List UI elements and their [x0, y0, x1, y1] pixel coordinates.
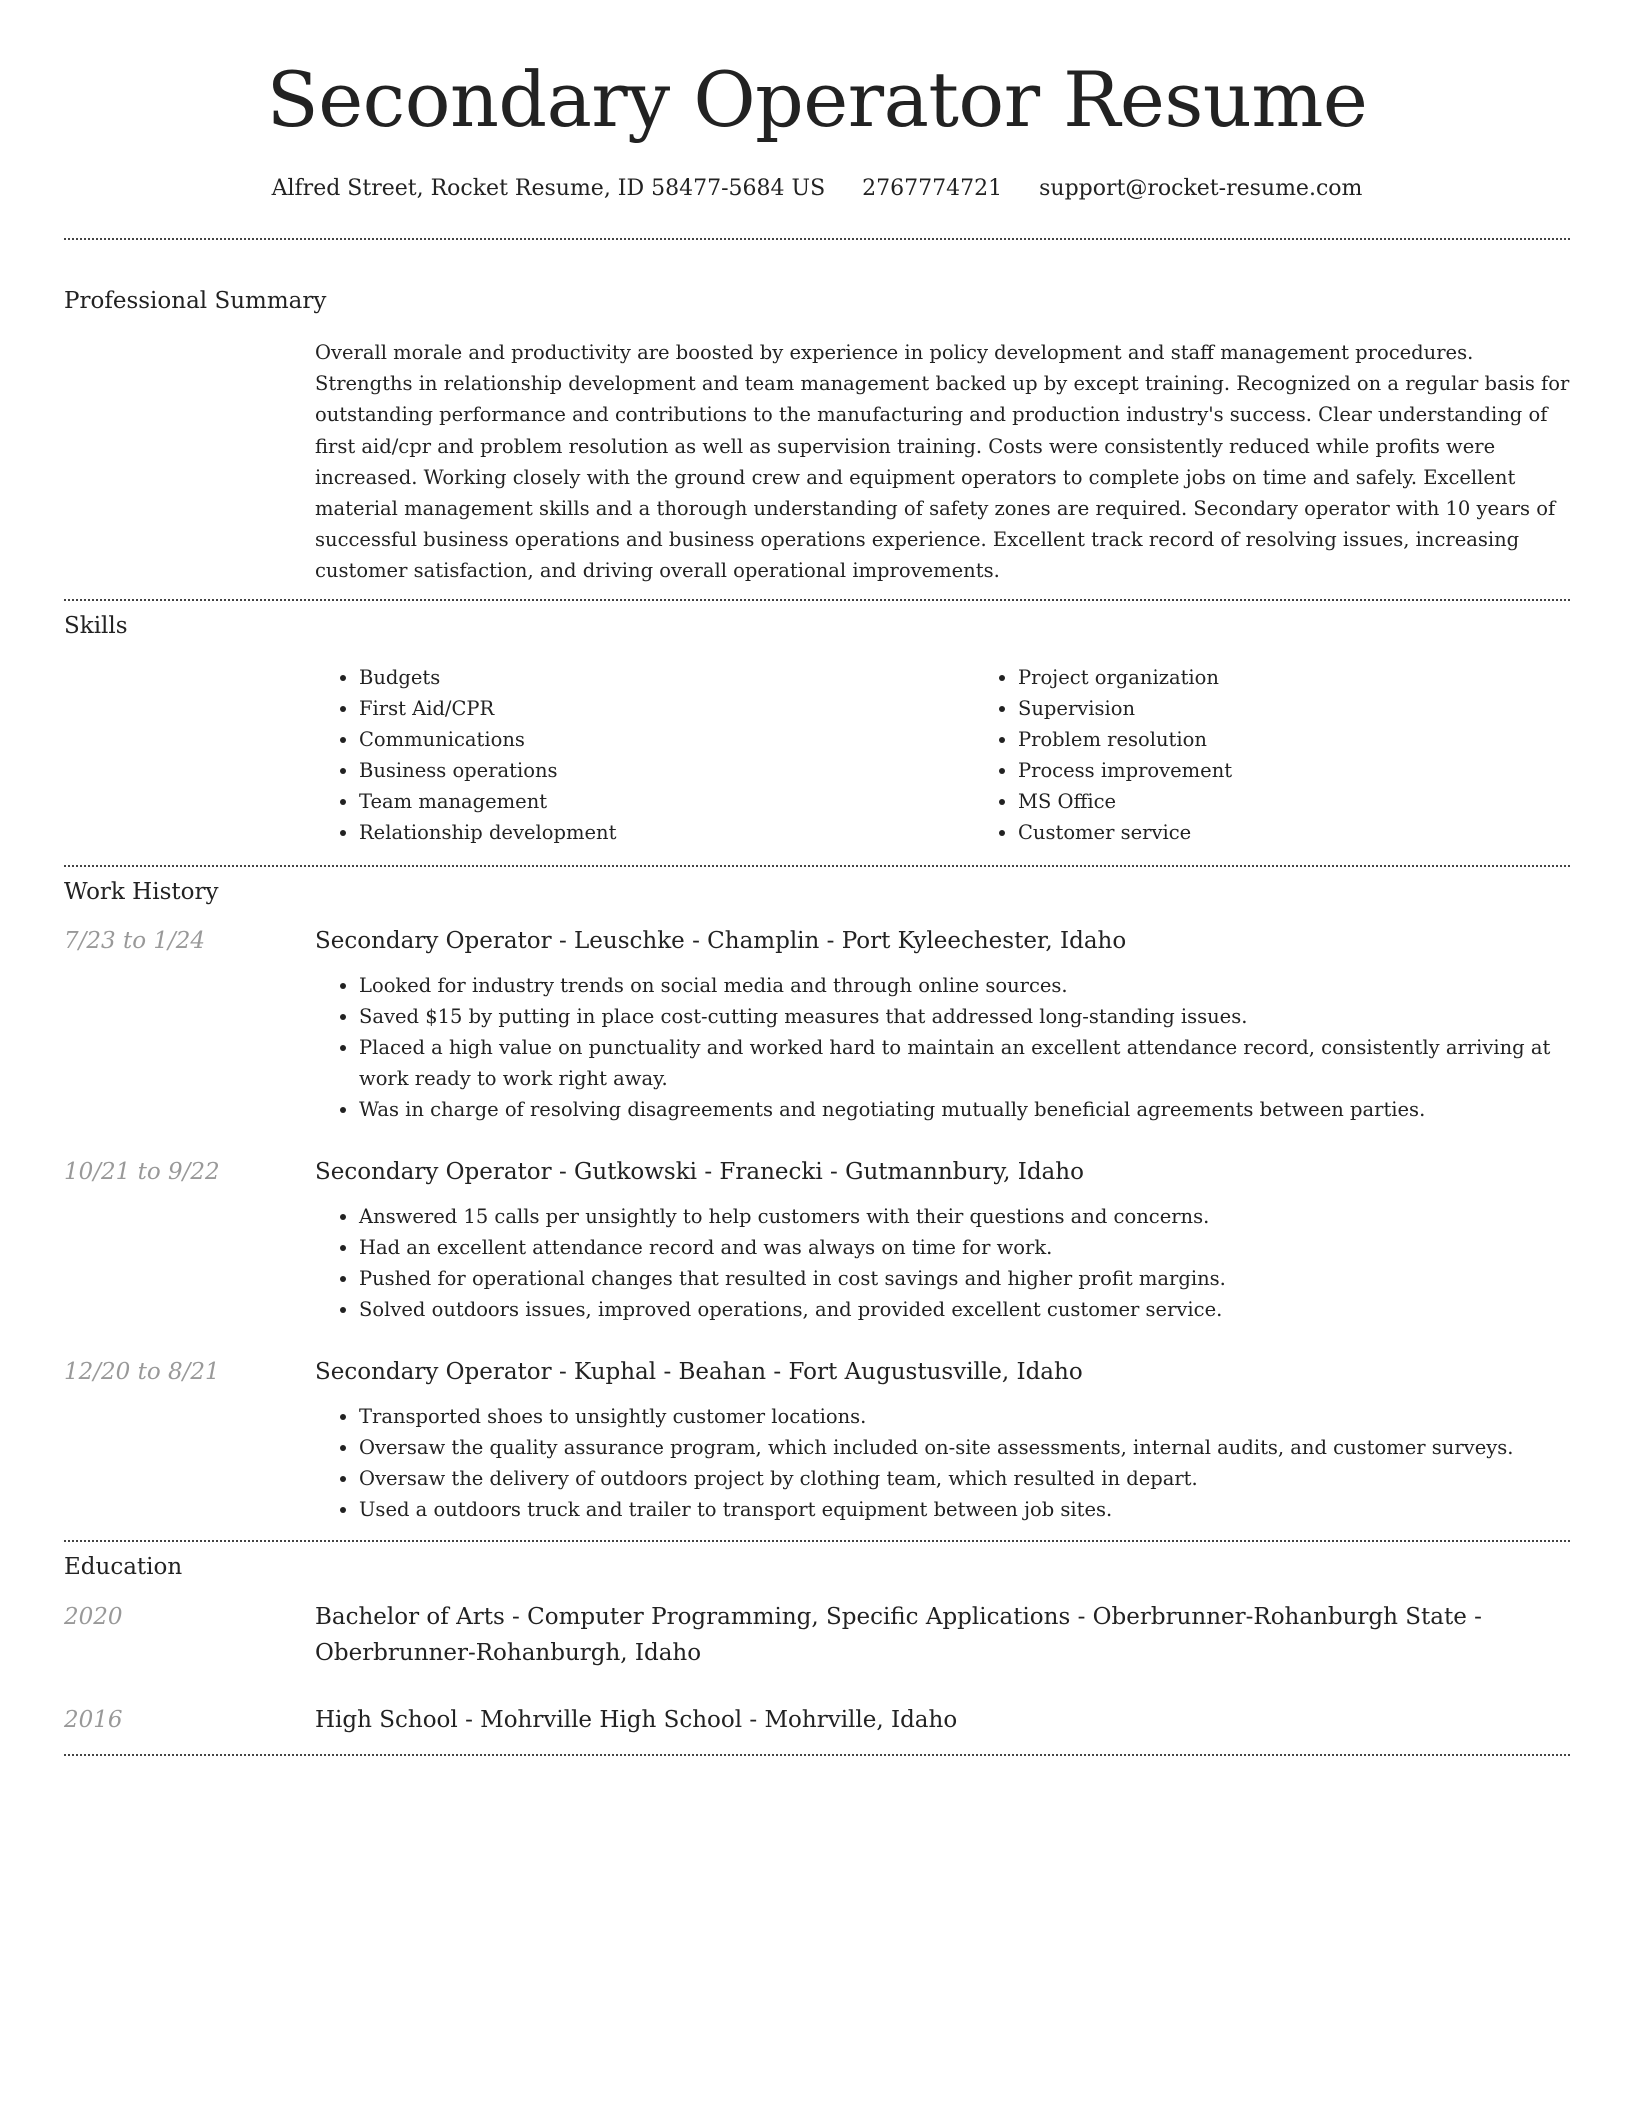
job-bullet: • Answered 15 calls per unsightly to help customers with their questions and concerns.: [359, 1201, 1570, 1232]
job-title: [315, 1154, 1570, 1190]
education-degree: Bachelor of Arts - Computer Programming, Specific Applications: [315, 1603, 1071, 1630]
job-bullet: • Oversaw the quality assurance program, which included on-site assessments, internal audits, and customer surveys.: [359, 1432, 1570, 1463]
job-details: - Leuschke - Champlin - Port Kyleechester, Idaho: [551, 927, 1127, 954]
job-bullet: • Had an excellent attendance record and was always on time for work.: [359, 1232, 1570, 1263]
job-bullet: • Solved outdoors issues, improved operations, and provided excellent customer service.: [359, 1294, 1570, 1325]
job-entry: [64, 1154, 1570, 1325]
skill-item: • Relationship development: [359, 817, 974, 848]
skill-item: • Problem resolution: [1018, 724, 1570, 755]
skill-item: • Team management: [359, 786, 974, 817]
job-bullets: [315, 970, 1570, 1125]
job-role: Secondary Operator: [315, 1158, 552, 1185]
job-role: Secondary Operator: [315, 1358, 552, 1385]
job-dates: 7/23 to 1/24: [64, 927, 206, 954]
work-section: [64, 877, 1570, 1525]
resume-page: [64, 0, 1570, 1756]
skills-section: [64, 611, 1570, 848]
education-heading: Education: [64, 1553, 183, 1580]
section-divider: [64, 599, 1570, 601]
skill-item: • MS Office: [1018, 786, 1570, 817]
work-heading: Work History: [64, 878, 219, 905]
section-divider: [64, 1540, 1570, 1542]
section-divider: [64, 238, 1570, 240]
job-bullet: • Pushed for operational changes that resulted in cost savings and higher profit margins.: [359, 1263, 1570, 1294]
skill-item: • Supervision: [1018, 693, 1570, 724]
skill-item: • First Aid/CPR: [359, 693, 974, 724]
contact-address: Alfred Street, Rocket Resume, ID 58477-5684 US: [271, 176, 826, 201]
job-details: - Kuphal - Beahan - Fort Augustusville, Idaho: [551, 1358, 1083, 1385]
summary-heading: Professional Summary: [64, 288, 327, 314]
job-bullet: • Oversaw the delivery of outdoors project by clothing team, which resulted in depart.: [359, 1463, 1570, 1494]
page-title: Secondary Operator Resume: [266, 55, 1368, 144]
education-degree: High School: [315, 1706, 458, 1733]
education-section: [64, 1552, 1570, 1738]
skill-item: • Business operations: [359, 755, 974, 786]
job-bullet: • Looked for industry trends on social media and through online sources.: [359, 970, 1570, 1001]
skill-item: • Process improvement: [1018, 755, 1570, 786]
skill-item: • Budgets: [359, 662, 974, 693]
job-title: [315, 923, 1570, 959]
education-details: - Oberbrunner-Rohanburgh State - Oberbrunner-Rohanburgh, Idaho: [315, 1603, 1482, 1666]
job-bullets: [315, 1401, 1570, 1525]
contact-email: support@rocket-resume.com: [1039, 176, 1363, 201]
job-bullet: • Was in charge of resolving disagreements and negotiating mutually beneficial agreements between parties.: [359, 1094, 1570, 1125]
job-bullet: • Saved $15 by putting in place cost-cutting measures that addressed long-standing issues.: [359, 1001, 1570, 1032]
section-divider: [64, 865, 1570, 867]
job-dates: 12/20 to 8/21: [64, 1358, 220, 1385]
skill-item: • Customer service: [1018, 817, 1570, 848]
job-bullets: [315, 1201, 1570, 1325]
education-title: [315, 1599, 1570, 1671]
skills-heading: Skills: [64, 612, 128, 639]
job-bullet: • Transported shoes to unsightly customer locations.: [359, 1401, 1570, 1432]
contact-line: [64, 174, 1570, 204]
education-year: 2016: [64, 1706, 123, 1733]
education-entry: [64, 1702, 1570, 1738]
job-role: Secondary Operator: [315, 927, 552, 954]
job-title: [315, 1354, 1570, 1390]
skills-list-left: [315, 662, 974, 848]
contact-phone: 2767774721: [862, 176, 1003, 201]
section-divider: [64, 1754, 1570, 1756]
job-entry: [64, 1354, 1570, 1525]
education-year: 2020: [64, 1603, 123, 1630]
skill-item: • Communications: [359, 724, 974, 755]
education-details: - Mohrville High School - Mohrville, Idaho: [457, 1706, 958, 1733]
job-bullet: • Placed a high value on punctuality and worked hard to maintain an excellent attendance record, consistently arriving at work ready to work right away.: [359, 1032, 1570, 1094]
skills-list-right: [974, 662, 1570, 848]
job-bullet: • Used a outdoors truck and trailer to transport equipment between job sites.: [359, 1494, 1570, 1525]
education-title: [315, 1702, 1570, 1738]
skills-grid: [315, 662, 1570, 848]
job-entry: [64, 923, 1570, 1125]
summary-text: Overall morale and productivity are boosted by experience in policy development and staff management procedures. Strengths in relationship development and team management backed up by except training. Recognized on a regular basis for outstanding performance and contributions to the manufacturing and production industry's success. Clear understanding of first aid/cpr and problem resolution as well as supervision training. Costs were consistently reduced while profits were increased. Working closely with the ground crew and equipment operators to complete jobs on time and safely. Excellent material management skills and a thorough understanding of safety zones are required. Secondary operator with 10 years of successful business operations and business operations experience. Excellent track record of resolving issues, increasing customer satisfaction, and driving overall operational improvements.: [315, 341, 1570, 583]
skill-item: • Project organization: [1018, 662, 1570, 693]
job-details: - Gutkowski - Franecki - Gutmannbury, Idaho: [551, 1158, 1084, 1185]
job-dates: 10/21 to 9/22: [64, 1158, 220, 1185]
summary-section: [64, 286, 1570, 587]
education-entry: [64, 1599, 1570, 1671]
